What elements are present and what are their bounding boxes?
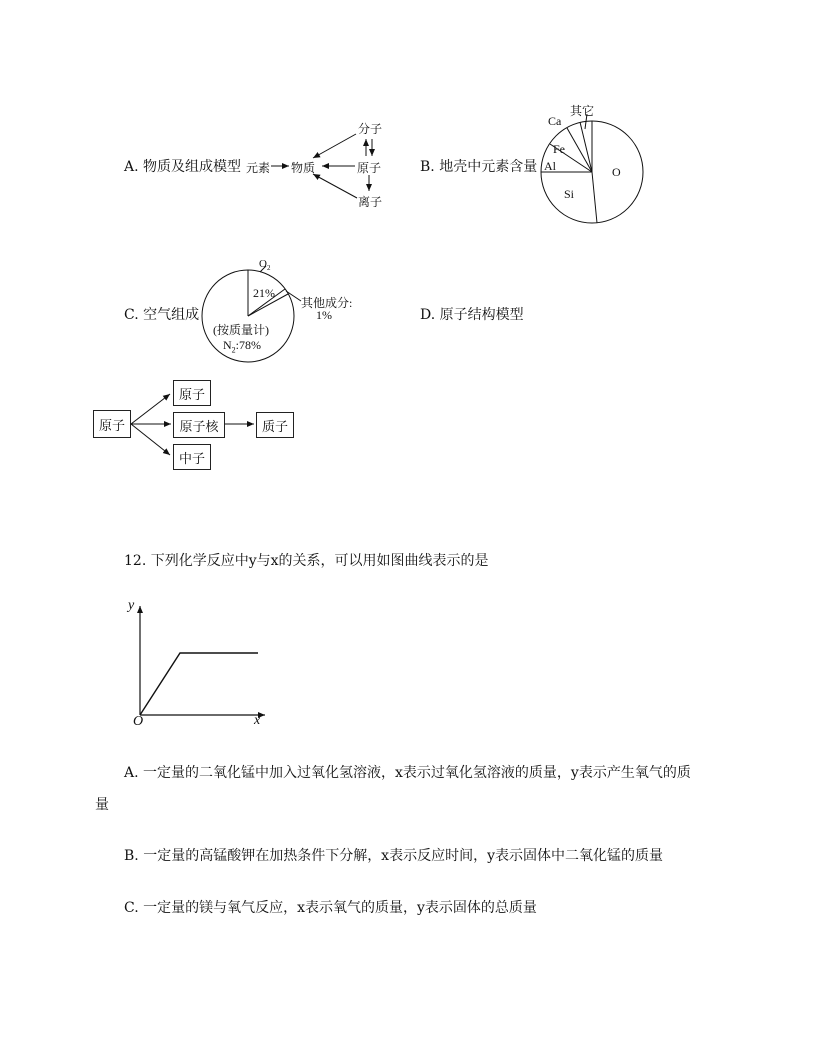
others-percent: 1% xyxy=(316,308,332,322)
crust-pie-chart xyxy=(541,114,643,223)
node-ion: 离子 xyxy=(358,195,383,209)
q12-graph xyxy=(140,606,265,715)
option-c-label: C. 空气组成 xyxy=(124,307,200,323)
node-molecule: 分子 xyxy=(358,122,383,136)
box-atom: 原子 xyxy=(93,410,131,438)
slice-label-other: 其它 xyxy=(570,104,595,118)
o2-percent: 21% xyxy=(253,286,275,300)
graph-x-label: x xyxy=(254,713,261,728)
slice-label-al: Al xyxy=(544,159,556,173)
q12-option-b: B. 一定量的高锰酸钾在加热条件下分解，x表示反应时间，y表示固体中二氧化锰的质量 xyxy=(124,848,663,864)
q12-option-a-line1: A. 一定量的二氧化锰中加入过氧化氢溶液，x表示过氧化氢溶液的质量，y表示产生氧气的质 xyxy=(124,765,691,781)
box-nucleus: 原子核 xyxy=(173,412,225,438)
node-atom: 原子 xyxy=(357,161,382,175)
option-a-label: A. 物质及组成模型 xyxy=(124,159,242,175)
option-d-label: D. 原子结构模型 xyxy=(420,307,524,323)
option-b-label: B. 地壳中元素含量 xyxy=(420,159,538,175)
slice-label-o: O xyxy=(612,165,621,179)
n2-label: $N_2:78\%$ xyxy=(223,338,262,355)
others-label: 其他成分: xyxy=(301,296,353,310)
box-atom-top: 原子 xyxy=(173,380,211,406)
o2-label: $O_2$ xyxy=(259,258,271,273)
box-neutron: 中子 xyxy=(173,444,211,470)
slice-label-si: Si xyxy=(564,187,575,201)
slice-label-fe: Fe xyxy=(553,142,565,156)
graph-y-label: y xyxy=(128,598,135,613)
mass-basis-label: (按质量计) xyxy=(213,323,269,337)
node-substance: 物质 xyxy=(291,161,316,175)
q12-option-c: C. 一定量的镁与氧气反应，x表示氧气的质量，y表示固体的总质量 xyxy=(124,900,537,916)
q12-option-a-line2: 量 xyxy=(95,797,109,813)
q12-stem: 12. 下列化学反应中y与x的关系，可以用如图曲线表示的是 xyxy=(124,553,489,569)
graph-origin-label: O xyxy=(133,714,144,729)
box-proton: 质子 xyxy=(256,412,294,438)
node-element: 元素 xyxy=(246,161,271,175)
slice-label-ca: Ca xyxy=(548,114,562,128)
